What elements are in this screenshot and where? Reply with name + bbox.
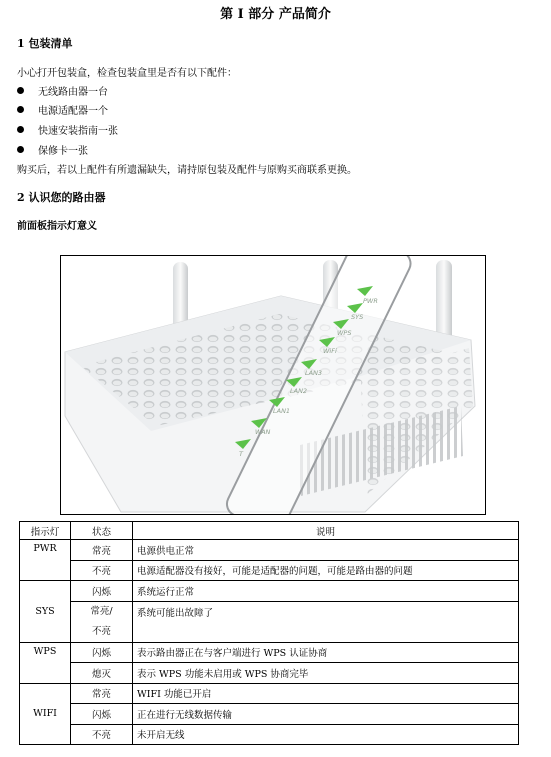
indicator-name: WIFI — [20, 683, 71, 745]
router-illustration — [61, 256, 485, 514]
bullet-icon — [17, 87, 24, 94]
indicator-name: PWR — [20, 540, 71, 581]
table-row — [20, 581, 519, 602]
indicator-desc: WIFI 功能已开启 — [133, 683, 519, 704]
indicator-name: WPS — [20, 642, 71, 683]
list-item: 快速安装指南一张 — [17, 122, 118, 137]
indicator-state: 熄灭 — [71, 663, 133, 684]
indicator-state: 不亮 — [71, 724, 133, 745]
led-label: PWR — [363, 297, 378, 305]
page-title: 第 I 部分 产品简介 — [220, 7, 331, 22]
indicator-desc: 表示路由器正在与客户端进行 WPS 认证协商 — [133, 642, 519, 663]
indicator-desc: 系统可能出故障了 — [133, 601, 519, 642]
indicator-desc: 未开启无线 — [133, 724, 519, 745]
indicator-state: 常亮 — [71, 683, 133, 704]
indicator-state: 闪烁 — [71, 642, 133, 663]
led-label: WPS — [337, 329, 352, 337]
indicator-desc: 电源适配器没有接好，可能是适配器的问题，可能是路由器的问题 — [133, 560, 519, 581]
table-row — [20, 704, 519, 725]
led-label: SYS — [351, 313, 364, 321]
indicator-state: 闪烁 — [71, 581, 133, 602]
table-header-cell: 指示灯 — [20, 522, 71, 540]
indicator-state: 常亮 — [71, 540, 133, 561]
section-heading-package: 1 包装清单 — [17, 37, 73, 50]
router-front-panel-figure — [60, 255, 486, 515]
table-row — [20, 601, 519, 642]
bullet-icon — [17, 126, 24, 133]
led-label: T — [239, 450, 243, 458]
led-label: LAN2 — [290, 387, 308, 395]
led-label: WiFi — [323, 347, 337, 355]
list-item: 电源适配器一个 — [17, 102, 108, 117]
table-header-cell: 说明 — [133, 522, 519, 540]
led-status-table — [19, 521, 519, 745]
indicator-state: 不亮 — [71, 560, 133, 581]
table-row — [20, 540, 519, 561]
table-header-cell: 状态 — [71, 522, 133, 540]
section-heading-router: 2 认识您的路由器 — [17, 191, 106, 204]
indicator-desc: 表示 WPS 功能未启用或 WPS 协商完毕 — [133, 663, 519, 684]
table-row — [20, 560, 519, 581]
section-subheading-leds: 前面板指示灯意义 — [17, 221, 97, 232]
indicator-name: SYS — [20, 581, 71, 643]
table-row — [20, 642, 519, 663]
table-row — [20, 663, 519, 684]
package-note: 购买后，若以上配件有所遗漏缺失，请持原包装及配件与原购买商联系更换。 — [17, 165, 357, 176]
list-item: 无线路由器一台 — [17, 83, 108, 98]
indicator-desc: 电源供电正常 — [133, 540, 519, 561]
indicator-desc: 正在进行无线数据传输 — [133, 704, 519, 725]
bullet-icon — [17, 146, 24, 153]
led-label: LAN3 — [305, 369, 323, 377]
table-row — [20, 683, 519, 704]
led-label: WAN — [255, 428, 271, 436]
list-item: 保修卡一张 — [17, 142, 88, 157]
indicator-state: 常亮/ 不亮 — [71, 601, 133, 642]
bullet-icon — [17, 106, 24, 113]
table-row — [20, 724, 519, 745]
indicator-desc: 系统运行正常 — [133, 581, 519, 602]
table-header-row — [20, 522, 519, 540]
package-intro: 小心打开包装盒，检查包装盒里是否有以下配件： — [17, 68, 237, 79]
led-label: LAN1 — [273, 407, 291, 415]
indicator-state: 闪烁 — [71, 704, 133, 725]
